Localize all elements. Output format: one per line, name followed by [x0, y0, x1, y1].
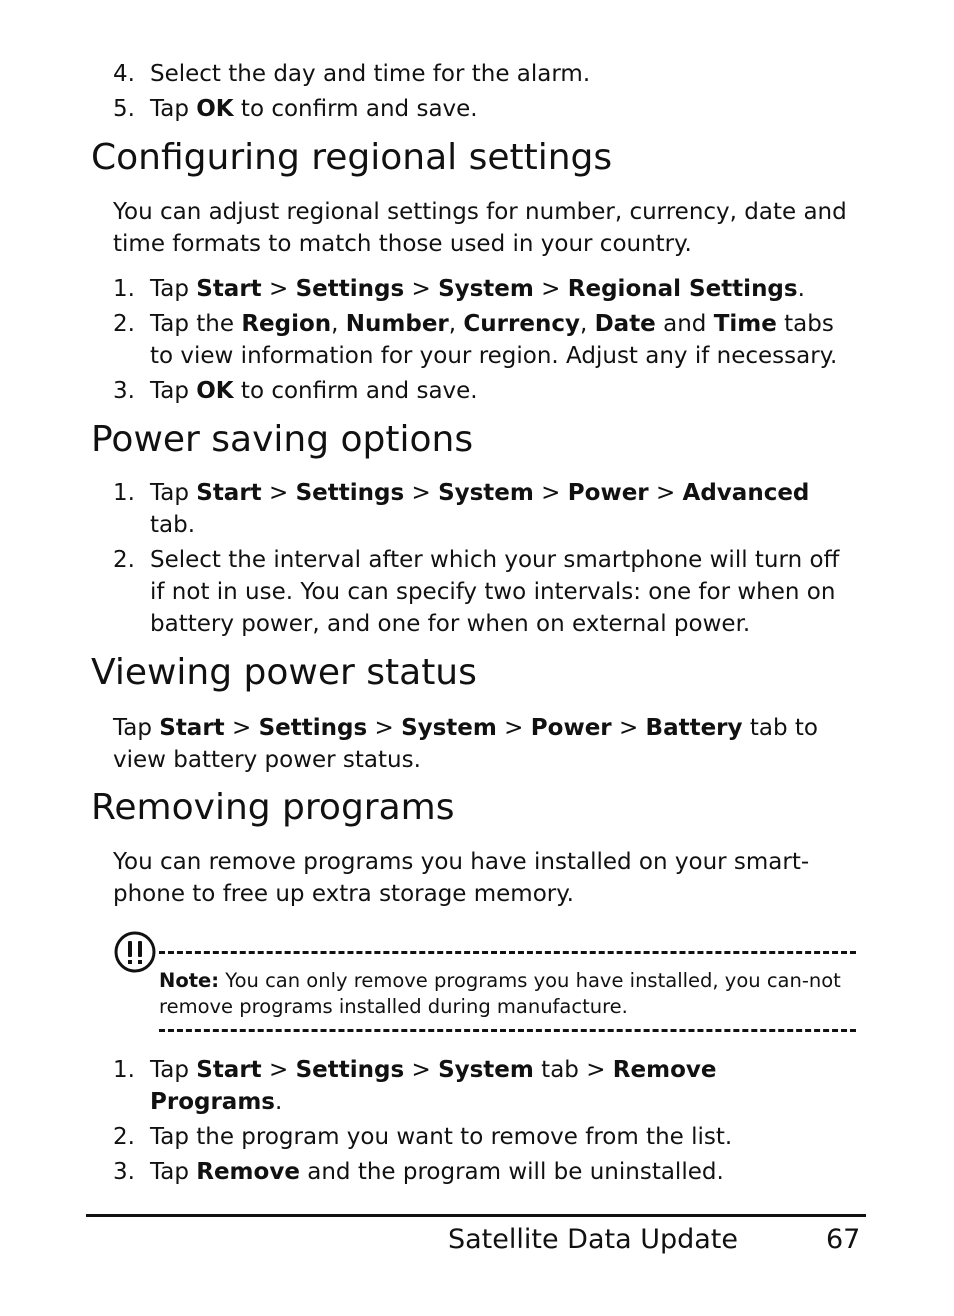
ui-term: Settings [258, 715, 368, 741]
list-item: 2. Tap the program you want to remove from the list. [113, 1124, 733, 1150]
ui-term: System [438, 1057, 534, 1083]
ui-term: Start [196, 480, 262, 506]
power-status-text: Tap Start > Settings > System > Power > Battery tab to view battery power status. [113, 715, 818, 773]
ui-term: Start [159, 715, 225, 741]
list-item: 1. Tap Start > Settings > System > Regional Settings. [113, 276, 805, 302]
note-text: Note: You can only remove programs you have installed, you can-not remove programs installed during manufacture. [159, 969, 841, 1018]
removing-steps-list [113, 1054, 853, 1191]
page-number: 67 [826, 1224, 861, 1255]
divider [159, 951, 856, 954]
list-item: 2. Tap the Region, Number, Currency, Date and Time tabs to view information for your region. Adjust any if necessary. [113, 311, 838, 369]
ui-term: Remove Programs [150, 1057, 717, 1115]
regional-steps-list [113, 273, 853, 410]
ui-term: Settings [295, 1057, 405, 1083]
list-item: 3. Tap OK to confirm and save. [113, 378, 478, 404]
section-heading: Power saving options [91, 419, 474, 460]
section-heading: Removing programs [91, 787, 455, 828]
alarm-steps-list [113, 58, 853, 128]
power-saving-steps-list [113, 477, 853, 643]
section-intro: You can adjust regional settings for number, currency, date and time formats to match those used in your country. [113, 199, 847, 257]
ui-term: System [401, 715, 497, 741]
list-item: 5. Tap OK to confirm and save. [113, 96, 478, 122]
section-intro: You can remove programs you have installed on your smart-phone to free up extra storage memory. [113, 849, 810, 907]
ui-term: Region [241, 311, 332, 337]
ui-term: Power [530, 715, 612, 741]
list-item: 4. Select the day and time for the alarm. [113, 61, 591, 87]
ui-term: OK [196, 96, 234, 122]
ui-term: Start [196, 276, 262, 302]
section-heading: Configuring regional settings [91, 137, 613, 178]
section-heading: Viewing power status [91, 652, 477, 693]
ui-term: Power [567, 480, 649, 506]
exclamation-icon [113, 930, 157, 974]
ui-term: Regional Settings [567, 276, 798, 302]
ui-term: Advanced [682, 480, 810, 506]
ui-term: OK [196, 378, 234, 404]
ui-term: Start [196, 1057, 262, 1083]
ui-term: Battery [645, 715, 743, 741]
list-item: 3. Tap Remove and the program will be uninstalled. [113, 1159, 724, 1185]
ui-term: Time [713, 311, 777, 337]
ui-term: Date [594, 311, 656, 337]
ui-term: Currency [463, 311, 580, 337]
divider [159, 1029, 856, 1032]
ui-term: System [438, 276, 534, 302]
list-item: 1. Tap Start > Settings > System tab > Remove Programs. [113, 1057, 717, 1115]
ui-term: Remove [196, 1159, 300, 1185]
list-item: 1. Tap Start > Settings > System > Power > Advanced tab. [113, 480, 810, 538]
ui-term: Number [345, 311, 449, 337]
list-item: 2. Select the interval after which your smartphone will turn off if not in use. You can specify two intervals: one for when on battery power, and one for when on external power. [113, 547, 840, 637]
footer-title: Satellite Data Update [448, 1224, 738, 1255]
footer-rule [86, 1214, 866, 1217]
note-label: Note: [159, 969, 220, 992]
ui-term: Settings [295, 480, 405, 506]
ui-term: Settings [295, 276, 405, 302]
ui-term: System [438, 480, 534, 506]
note-box [113, 930, 858, 1035]
